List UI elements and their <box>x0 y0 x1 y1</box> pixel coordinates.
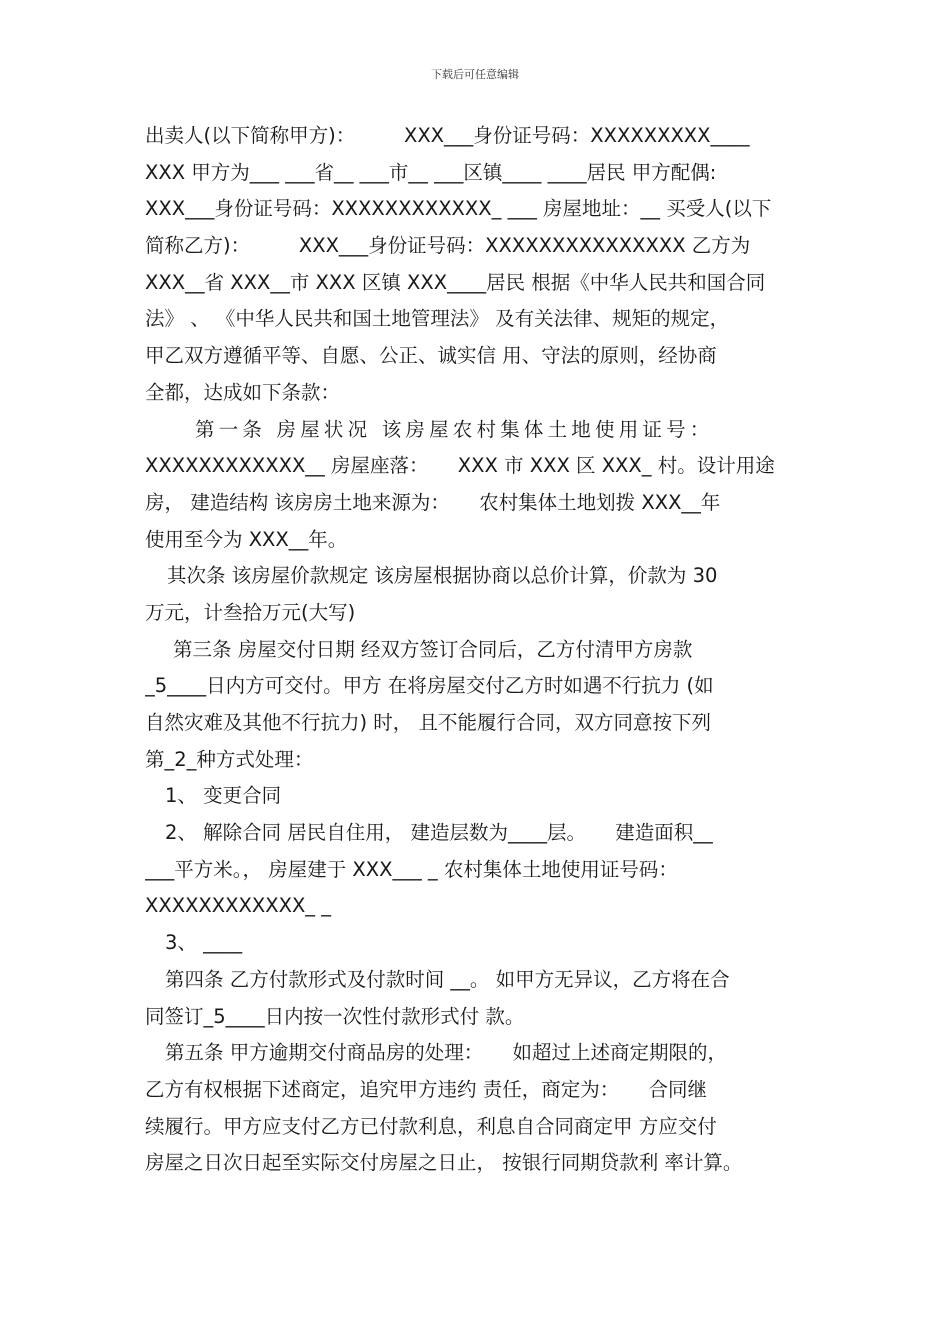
document-line: XXXXXXXXXXXX_ _ <box>145 894 332 918</box>
document-line: 1、 变更合同 <box>165 784 282 808</box>
document-line: 3、 ____ <box>165 931 243 955</box>
document-line: XXX__省 XXX__市 XXX 区镇 XXX____居民 根据《中华人民共和国合同 <box>145 270 766 294</box>
document-line: 其次条 该房屋价款规定 该房屋根据协商以总价计算，价款为 30 <box>167 564 718 588</box>
document-line: 万元，计叁拾万元(大写) <box>145 600 356 624</box>
document-line: XXXXXXXXXXXX__ 房屋座落： XXX 市 XXX 区 XXX_ 村。设计用途 <box>145 454 775 478</box>
document-line: 甲乙双方遵循平等、自愿、公正、诚实信 用、守法的原则，经协商 <box>145 344 717 368</box>
document-line: 2、 解除合同 居民自住用， 建造层数为____层。 建造面积__ <box>165 821 713 845</box>
document-line: 乙方有权根据下述商定，追究甲方违约 责任，商定为： 合同继 <box>145 1077 707 1101</box>
document-line: 法》 、 《中华人民共和国土地管理法》 及有关法律、规矩的规定， <box>145 307 730 331</box>
document-line: ___平方米。， 房屋建于 XXX___ _ 农村集体土地使用证号码： <box>145 857 678 881</box>
document-line: 自然灾难及其他不行抗力) 时， 且不能履行合同，双方同意按下列 <box>145 711 712 734</box>
document-line: 第四条 乙方付款形式及付款时间 __。 如甲方无异议，乙方将在合 <box>165 967 730 991</box>
document-line: 第_2_种方式处理： <box>145 747 314 771</box>
document-line: 同签订_5____日内按一次性付款形式付 款。 <box>145 1004 525 1028</box>
document-line: 房， 建造结构 该房房土地来源为： 农村集体土地划拨 XXX__年 <box>145 490 721 514</box>
document-body <box>145 118 810 1182</box>
document-line: 续履行。甲方应支付乙方已付款利息，利息自合同商定甲 方应交付 <box>145 1114 717 1138</box>
document-line: XXX 甲方为___ ___省__ ___市__ ___区镇____ ____居民 甲方配偶: <box>145 160 717 184</box>
document-line: 第一条 房屋状况 该房屋农村集体土地使用证号： <box>195 417 714 441</box>
document-line: 出卖人(以下简称甲方)： XXX___身份证号码：XXXXXXXXX____ <box>145 124 750 147</box>
document-line: 房屋之日次日起至实际交付房屋之日止， 按银行同期贷款利 率计算。 <box>145 1151 743 1175</box>
document-line: 第三条 房屋交付日期 经双方签订合同后，乙方付清甲方房款 <box>173 637 693 661</box>
document-line: 第五条 甲方逾期交付商品房的处理： 如超过上述商定期限的， <box>165 1041 727 1065</box>
document-line: 简称乙方)： XXX___身份证号码：XXXXXXXXXXXXXXX 乙方为 <box>145 234 751 258</box>
document-line: XXX___身份证号码：XXXXXXXXXXXX_ ___ 房屋地址：__ 买受人(以下 <box>145 197 772 221</box>
document-line: 使用至今为 XXX__年。 <box>145 527 348 551</box>
document-line: _5____日内方可交付。甲方 在将房屋交付乙方时如遇不行抗力 (如 <box>145 674 714 698</box>
document-line: 全都，达成如下条款： <box>145 380 341 404</box>
page-header: 下载后可任意编辑 <box>431 68 519 81</box>
